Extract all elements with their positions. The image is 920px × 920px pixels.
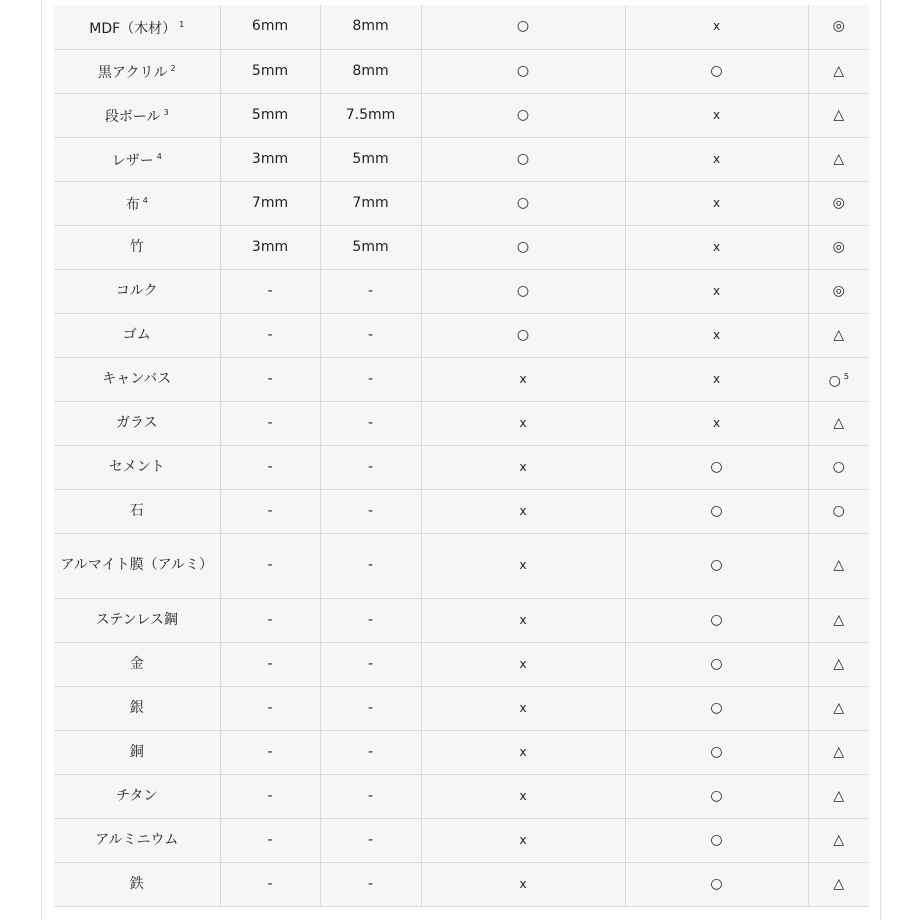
- table-row: [54, 489, 869, 533]
- max-cut-thickness: -: [267, 414, 273, 431]
- table-row: [54, 313, 869, 357]
- footnote-marker: 5: [843, 372, 849, 381]
- max-engrave-thickness-cell: [320, 5, 421, 49]
- compat-mark-3: △: [833, 787, 845, 804]
- compat-mark-3-cell: [808, 686, 869, 730]
- material-name: アルミニウム: [95, 831, 179, 848]
- compat-mark-1: ○: [516, 18, 530, 35]
- compat-mark-1-cell: [421, 774, 625, 818]
- material-name-cell: [54, 598, 220, 642]
- compat-mark-2: ○: [710, 611, 723, 628]
- max-engrave-thickness-cell: [320, 357, 421, 401]
- max-cut-thickness-cell: [220, 269, 320, 313]
- max-engrave-thickness-cell: [320, 137, 421, 181]
- table-row: [54, 93, 869, 137]
- compat-mark-2: ○: [710, 743, 723, 760]
- compat-mark-2-cell: [625, 730, 808, 774]
- compat-mark-3: ○: [832, 458, 845, 475]
- max-cut-thickness: -: [267, 787, 273, 804]
- compat-mark-3-cell: [808, 533, 869, 598]
- compat-mark-1: ○: [516, 282, 530, 299]
- material-name-cell: [54, 313, 220, 357]
- compat-mark-3-cell: [808, 269, 869, 313]
- compat-mark-2-cell: [625, 533, 808, 598]
- material-name: 黒アクリル: [97, 65, 168, 81]
- material-name-cell: [54, 269, 220, 313]
- compat-mark-1: ○: [516, 194, 530, 211]
- compat-mark-2-cell: [625, 862, 808, 906]
- material-name: レザー: [111, 153, 154, 169]
- footnote-marker: 2: [170, 64, 176, 73]
- max-engrave-thickness: 8mm: [352, 18, 389, 35]
- compat-mark-3: ◎: [832, 194, 845, 211]
- compat-mark-1: x: [519, 788, 527, 803]
- max-cut-thickness: -: [267, 557, 273, 573]
- compat-mark-3-cell: [808, 598, 869, 642]
- max-engrave-thickness: 5mm: [352, 150, 389, 167]
- max-cut-thickness: -: [267, 370, 273, 387]
- compat-mark-2-cell: [625, 313, 808, 357]
- material-name: 鉄: [129, 875, 144, 892]
- compat-mark-3-cell: [808, 313, 869, 357]
- compat-mark-3-cell: [808, 93, 869, 137]
- compat-mark-2-cell: [625, 401, 808, 445]
- table-row: [54, 818, 869, 862]
- compat-mark-2: ○: [710, 557, 723, 573]
- max-engrave-thickness-cell: [320, 269, 421, 313]
- compat-mark-2: ○: [710, 699, 723, 716]
- compat-mark-2-cell: [625, 225, 808, 269]
- compat-mark-1: x: [519, 415, 527, 430]
- table-row: [54, 533, 869, 598]
- compat-mark-2: ○: [710, 458, 723, 475]
- material-name: MDF（木材）: [89, 20, 177, 37]
- material-name-cell: [54, 818, 220, 862]
- material-name-cell: [54, 401, 220, 445]
- material-name-cell: [54, 533, 220, 598]
- compat-mark-1-cell: [421, 598, 625, 642]
- compat-mark-1-cell: [421, 445, 625, 489]
- max-cut-thickness: -: [267, 502, 273, 519]
- material-name: セメント: [108, 458, 165, 475]
- table-row: [54, 357, 869, 401]
- max-engrave-thickness-cell: [320, 181, 421, 225]
- material-name-cell: [54, 93, 220, 137]
- compat-mark-3-cell: [808, 730, 869, 774]
- compat-mark-2: ○: [710, 787, 723, 804]
- compat-mark-2-cell: [625, 49, 808, 93]
- max-engrave-thickness-cell: [320, 445, 421, 489]
- max-cut-thickness-cell: [220, 598, 320, 642]
- compat-mark-1: ○: [516, 150, 530, 167]
- max-engrave-thickness: -: [367, 282, 374, 299]
- max-engrave-thickness: 7.5mm: [345, 106, 396, 123]
- material-name: アルマイト膜（アルミ）: [60, 557, 214, 573]
- compat-mark-3-cell: [808, 225, 869, 269]
- max-engrave-thickness-cell: [320, 642, 421, 686]
- footnote-marker: 3: [163, 108, 169, 117]
- compat-mark-2-cell: [625, 642, 808, 686]
- compat-mark-1: x: [519, 558, 527, 572]
- compat-mark-1: x: [519, 612, 527, 627]
- max-engrave-thickness-cell: [320, 818, 421, 862]
- compat-mark-2: ○: [710, 655, 723, 672]
- compat-mark-3-cell: [808, 181, 869, 225]
- material-name: キャンバス: [102, 370, 172, 387]
- material-name-cell: [54, 357, 220, 401]
- max-cut-thickness: -: [267, 831, 273, 848]
- max-engrave-thickness: -: [367, 557, 374, 573]
- compat-mark-3-cell: [808, 137, 869, 181]
- material-name: 金: [129, 655, 144, 672]
- compat-mark-1-cell: [421, 401, 625, 445]
- max-cut-thickness: -: [267, 875, 273, 892]
- max-cut-thickness-cell: [220, 730, 320, 774]
- compat-mark-1: x: [519, 503, 527, 518]
- compat-mark-3: △: [833, 150, 845, 167]
- table-row: [54, 730, 869, 774]
- compat-mark-2-cell: [625, 774, 808, 818]
- compat-mark-1-cell: [421, 49, 625, 93]
- compat-mark-2: x: [712, 283, 721, 298]
- compat-mark-3: △: [833, 699, 845, 716]
- compat-mark-1-cell: [421, 5, 625, 49]
- material-name: 布: [125, 197, 140, 213]
- max-cut-thickness: -: [267, 611, 273, 628]
- max-cut-thickness: -: [267, 655, 273, 672]
- compat-mark-3: ◎: [832, 282, 845, 299]
- compat-mark-2-cell: [625, 818, 808, 862]
- max-cut-thickness: 5mm: [251, 106, 289, 123]
- material-name-cell: [54, 862, 220, 906]
- material-name: コルク: [115, 282, 158, 299]
- compat-mark-3: △: [833, 831, 845, 848]
- compat-mark-3: △: [833, 414, 845, 431]
- max-engrave-thickness: -: [367, 370, 374, 387]
- max-cut-thickness-cell: [220, 774, 320, 818]
- max-cut-thickness: 6mm: [251, 18, 289, 35]
- compat-mark-3-cell: [808, 5, 869, 49]
- max-cut-thickness-cell: [220, 225, 320, 269]
- max-engrave-thickness: 7mm: [352, 194, 389, 211]
- compat-mark-2-cell: [625, 93, 808, 137]
- max-engrave-thickness-cell: [320, 49, 421, 93]
- max-cut-thickness-cell: [220, 5, 320, 49]
- material-name-cell: [54, 49, 220, 93]
- compat-mark-1: ○: [516, 62, 530, 79]
- max-engrave-thickness: -: [367, 743, 374, 760]
- max-engrave-thickness-cell: [320, 225, 421, 269]
- compat-mark-3-cell: [808, 489, 869, 533]
- max-engrave-thickness: -: [367, 414, 374, 431]
- compat-mark-3: ◎: [832, 18, 845, 35]
- compat-mark-1: x: [519, 832, 527, 847]
- compat-mark-1: x: [519, 459, 527, 474]
- compat-mark-3: △: [833, 655, 845, 672]
- compat-mark-1-cell: [421, 533, 625, 598]
- max-cut-thickness: 3mm: [251, 150, 289, 167]
- table-row: [54, 598, 869, 642]
- max-cut-thickness-cell: [220, 93, 320, 137]
- compat-mark-3: △: [833, 557, 845, 573]
- max-cut-thickness-cell: [220, 181, 320, 225]
- table-row: [54, 181, 869, 225]
- compat-mark-1: x: [519, 371, 527, 386]
- material-name-cell: [54, 686, 220, 730]
- compat-mark-2: x: [712, 371, 721, 386]
- material-name-cell: [54, 137, 220, 181]
- compat-mark-3: ○: [832, 502, 845, 519]
- compat-mark-3: △: [833, 875, 845, 892]
- compat-mark-3: △: [833, 326, 845, 343]
- compat-mark-1-cell: [421, 269, 625, 313]
- compat-mark-1: x: [519, 876, 527, 891]
- compat-mark-1-cell: [421, 181, 625, 225]
- material-name-cell: [54, 730, 220, 774]
- compat-mark-3-cell: [808, 445, 869, 489]
- material-name-cell: [54, 489, 220, 533]
- compat-mark-3-cell: [808, 642, 869, 686]
- compat-mark-1-cell: [421, 489, 625, 533]
- max-cut-thickness: -: [267, 282, 273, 299]
- compat-mark-2-cell: [625, 445, 808, 489]
- compat-mark-2-cell: [625, 598, 808, 642]
- compat-mark-2: ○: [710, 502, 723, 519]
- max-cut-thickness: 5mm: [251, 62, 289, 79]
- max-cut-thickness: -: [267, 699, 273, 716]
- compat-mark-2-cell: [625, 269, 808, 313]
- max-engrave-thickness: -: [367, 326, 374, 343]
- compat-mark-3: △: [833, 611, 845, 628]
- compat-mark-2: x: [712, 151, 721, 166]
- compat-mark-1-cell: [421, 642, 625, 686]
- table-row: [54, 686, 869, 730]
- max-engrave-thickness: -: [367, 611, 374, 628]
- max-engrave-thickness: -: [367, 787, 374, 804]
- compat-mark-3: △: [833, 106, 845, 123]
- max-engrave-thickness-cell: [320, 401, 421, 445]
- max-engrave-thickness-cell: [320, 489, 421, 533]
- compat-mark-1: x: [519, 744, 527, 759]
- table-body: [54, 5, 869, 906]
- material-name: ガラス: [115, 414, 158, 431]
- compat-mark-1: ○: [516, 238, 530, 255]
- table-row: [54, 445, 869, 489]
- material-name: チタン: [116, 787, 158, 804]
- max-cut-thickness: 7mm: [251, 194, 289, 211]
- material-name-cell: [54, 181, 220, 225]
- max-cut-thickness: -: [267, 326, 273, 343]
- compat-mark-1-cell: [421, 93, 625, 137]
- material-compatibility-table: [54, 5, 869, 907]
- compat-mark-1-cell: [421, 818, 625, 862]
- max-engrave-thickness-cell: [320, 862, 421, 906]
- compat-mark-2-cell: [625, 686, 808, 730]
- compat-mark-2-cell: [625, 5, 808, 49]
- compat-mark-3-cell: [808, 357, 869, 401]
- material-name-cell: [54, 642, 220, 686]
- max-cut-thickness-cell: [220, 642, 320, 686]
- compat-mark-1: ○: [516, 326, 530, 343]
- material-name-cell: [54, 5, 220, 49]
- compat-mark-3-cell: [808, 49, 869, 93]
- footnote-marker: 1: [179, 19, 185, 29]
- compat-mark-1: ○: [516, 106, 530, 123]
- max-engrave-thickness: -: [367, 655, 374, 672]
- compat-mark-1: x: [519, 700, 527, 715]
- compat-mark-2-cell: [625, 181, 808, 225]
- material-name: 銀: [129, 699, 144, 716]
- compat-mark-1-cell: [421, 862, 625, 906]
- compat-mark-2-cell: [625, 357, 808, 401]
- footnote-marker: 4: [156, 152, 162, 161]
- max-engrave-thickness: -: [367, 875, 374, 892]
- compat-mark-2: x: [712, 415, 721, 430]
- table-row: [54, 49, 869, 93]
- max-cut-thickness-cell: [220, 489, 320, 533]
- material-name: 竹: [129, 238, 144, 255]
- material-name: ステンレス鋼: [95, 611, 178, 628]
- compat-mark-3-cell: [808, 862, 869, 906]
- max-engrave-thickness-cell: [320, 686, 421, 730]
- max-cut-thickness-cell: [220, 313, 320, 357]
- max-cut-thickness-cell: [220, 862, 320, 906]
- material-name: 銅: [129, 743, 144, 760]
- compat-mark-1-cell: [421, 730, 625, 774]
- compat-mark-1-cell: [421, 137, 625, 181]
- max-cut-thickness-cell: [220, 401, 320, 445]
- compat-mark-2: ○: [710, 875, 723, 892]
- material-name-cell: [54, 774, 220, 818]
- material-name-cell: [54, 445, 220, 489]
- compat-mark-2: ○: [710, 831, 723, 848]
- max-cut-thickness-cell: [220, 818, 320, 862]
- max-engrave-thickness: -: [367, 458, 374, 475]
- compat-mark-3-cell: [808, 774, 869, 818]
- material-name: 石: [129, 502, 144, 519]
- compat-mark-2: ○: [710, 62, 723, 79]
- footnote-marker: 4: [142, 196, 148, 205]
- material-name: ゴム: [122, 326, 151, 343]
- compat-mark-3: ○: [828, 373, 841, 389]
- compat-mark-2: x: [712, 239, 721, 254]
- max-engrave-thickness-cell: [320, 93, 421, 137]
- compat-mark-3: ◎: [832, 238, 845, 255]
- compat-mark-1: x: [519, 656, 527, 671]
- compat-mark-2: x: [712, 107, 721, 122]
- table-row: [54, 774, 869, 818]
- max-engrave-thickness-cell: [320, 313, 421, 357]
- compat-mark-1-cell: [421, 357, 625, 401]
- compat-mark-1-cell: [421, 313, 625, 357]
- compat-mark-1-cell: [421, 686, 625, 730]
- max-engrave-thickness-cell: [320, 730, 421, 774]
- max-cut-thickness-cell: [220, 357, 320, 401]
- compat-mark-3-cell: [808, 818, 869, 862]
- max-cut-thickness-cell: [220, 49, 320, 93]
- compat-mark-3: △: [833, 743, 845, 760]
- max-cut-thickness-cell: [220, 445, 320, 489]
- max-engrave-thickness-cell: [320, 774, 421, 818]
- table-row: [54, 5, 869, 49]
- max-engrave-thickness: -: [367, 831, 374, 848]
- max-engrave-thickness-cell: [320, 598, 421, 642]
- max-engrave-thickness: -: [367, 699, 374, 716]
- max-engrave-thickness-cell: [320, 533, 421, 598]
- table-row: [54, 269, 869, 313]
- compat-mark-3-cell: [808, 401, 869, 445]
- table-row: [54, 225, 869, 269]
- compat-mark-2: x: [712, 19, 721, 34]
- max-engrave-thickness: -: [367, 502, 374, 519]
- max-cut-thickness: 3mm: [251, 238, 289, 255]
- compat-mark-2-cell: [625, 137, 808, 181]
- table-row: [54, 862, 869, 906]
- material-name-cell: [54, 225, 220, 269]
- max-engrave-thickness: 8mm: [352, 62, 389, 79]
- table-row: [54, 642, 869, 686]
- table-row: [54, 401, 869, 445]
- compat-mark-2: x: [712, 327, 721, 342]
- material-name: 段ボール: [104, 109, 161, 125]
- compat-mark-3: △: [833, 62, 845, 79]
- compat-mark-2-cell: [625, 489, 808, 533]
- max-cut-thickness-cell: [220, 533, 320, 598]
- max-cut-thickness: -: [267, 743, 273, 760]
- max-cut-thickness-cell: [220, 686, 320, 730]
- compat-mark-1-cell: [421, 225, 625, 269]
- table-row: [54, 137, 869, 181]
- max-cut-thickness: -: [267, 458, 273, 475]
- compat-mark-2: x: [712, 195, 721, 210]
- max-cut-thickness-cell: [220, 137, 320, 181]
- max-engrave-thickness: 5mm: [352, 238, 389, 255]
